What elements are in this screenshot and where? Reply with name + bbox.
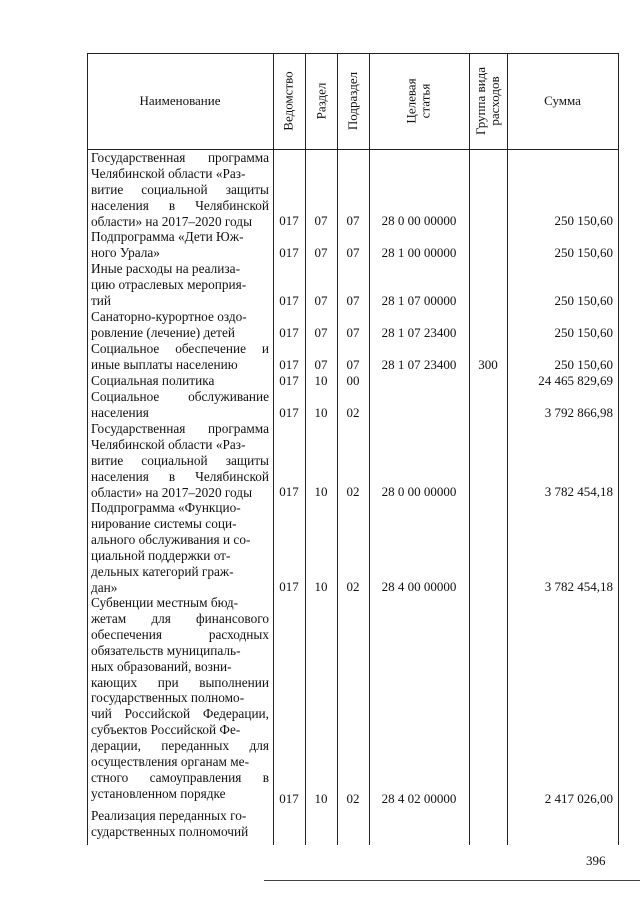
header-subsection-label: Подраздел (345, 71, 361, 131)
row-name: Иные расходы на реализа- цию отраслевых мероприя- тий (91, 261, 247, 308)
row-department: 017 (279, 484, 299, 499)
col-border (618, 53, 619, 845)
header-sum-label: Сумма (544, 93, 581, 108)
row-department: 017 (279, 373, 299, 388)
row-section: 07 (314, 325, 328, 340)
row-sum: 24 465 829,69 (538, 373, 613, 388)
budget-table (87, 53, 619, 845)
row-subsection: 00 (346, 373, 360, 388)
row-target: 28 1 00 00000 (381, 245, 457, 260)
page-number: 396 (586, 853, 606, 868)
row-name: Социальная политика (91, 373, 215, 388)
row-sum: 3 782 454,18 (544, 484, 613, 499)
header-target-line1: Целевая (403, 78, 419, 124)
row-section: 07 (314, 357, 328, 372)
header-group-label (474, 67, 502, 135)
row-section: 07 (314, 293, 328, 308)
col-border (273, 53, 274, 845)
header-group (469, 53, 507, 149)
row-name: Государственная программа Челябинской области «Раз- витие социальной защиты населения в Челябинской области» на 2017–2020 годы (91, 421, 269, 500)
row-target: 28 1 07 23400 (381, 325, 457, 340)
row-sum: 250 150,60 (554, 245, 613, 260)
row-target: 28 0 00 00000 (381, 484, 457, 499)
row-target: 28 1 07 23400 (381, 357, 457, 372)
row-department: 017 (279, 293, 299, 308)
row-sum: 250 150,60 (554, 213, 613, 228)
row-subsection: 07 (346, 213, 360, 228)
header-name (87, 53, 273, 149)
header-target (369, 53, 469, 149)
row-department: 017 (279, 213, 299, 228)
row-department: 017 (279, 791, 299, 806)
row-department: 017 (279, 245, 299, 260)
header-subsection (337, 53, 369, 149)
row-name: Социальное обеспечение и иные выплаты населению (91, 341, 273, 372)
row-name: Субвенции местным бюд- жетам для финансового обеспечения расходных обязательств муниципаль- ных образований, возни- кающих при выполнении государственных полномо- чий Российской Федерации, субъектов Российской Фе- дерации, переданных для осуществления органам ме- стного самоуправления в установленном порядке (91, 595, 269, 801)
row-subsection: 02 (346, 405, 360, 420)
col-border (369, 53, 370, 845)
row-subsection: 07 (346, 293, 360, 308)
row-subsection: 07 (346, 357, 360, 372)
row-group: 300 (478, 357, 498, 372)
row-section: 10 (314, 791, 328, 806)
col-border (87, 53, 88, 845)
row-name: Подпрограмма «Дети Юж- ного Урала» (91, 229, 244, 260)
header-group-line2: расходов (487, 76, 503, 126)
row-target: 28 4 02 00000 (381, 791, 457, 806)
row-target: 28 0 00 00000 (381, 213, 457, 228)
row-section: 10 (314, 484, 328, 499)
col-border (305, 53, 306, 845)
footer-rule (264, 880, 640, 881)
row-sum: 250 150,60 (554, 325, 613, 340)
row-sum: 3 792 866,98 (544, 405, 613, 420)
row-sum: 2 417 026,00 (544, 791, 613, 806)
row-sum: 250 150,60 (554, 357, 613, 372)
row-subsection: 02 (346, 484, 360, 499)
row-name: Социальное обслуживание населения (91, 389, 273, 420)
header-section-label: Раздел (313, 82, 328, 120)
header-department-label: Ведомство (281, 71, 296, 131)
row-subsection: 07 (346, 325, 360, 340)
row-section: 07 (314, 213, 328, 228)
row-name: Подпрограмма «Функцио- нирование системы соци- ального обслуживания и со- циальной поддержки от- дельных категорий граж- дан» (91, 500, 251, 595)
col-border (507, 53, 508, 845)
row-department: 017 (279, 357, 299, 372)
row-department: 017 (279, 325, 299, 340)
header-target-line2: статья (417, 83, 433, 119)
row-name: Санаторно-курортное оздо- ровление (лечение) детей (91, 309, 247, 340)
row-sum: 3 782 454,18 (544, 579, 613, 594)
header-section (305, 53, 337, 149)
row-subsection: 02 (346, 791, 360, 806)
col-border (337, 53, 338, 845)
row-target: 28 1 07 00000 (381, 293, 457, 308)
row-subsection: 02 (346, 579, 360, 594)
header-name-label: Наименование (139, 93, 221, 108)
row-subsection: 07 (346, 245, 360, 260)
header-target-label (405, 78, 433, 123)
row-section: 10 (314, 579, 328, 594)
col-border (469, 53, 470, 845)
header-sum (507, 53, 618, 149)
row-sum: 250 150,60 (554, 293, 613, 308)
row-name: Государственная программа Челябинской области «Раз- витие социальной защиты населения в Челябинской области» на 2017–2020 годы (91, 150, 269, 229)
row-department: 017 (279, 579, 299, 594)
row-target: 28 4 00 00000 (381, 579, 457, 594)
row-section: 07 (314, 245, 328, 260)
row-section: 10 (314, 405, 328, 420)
row-section: 10 (314, 373, 328, 388)
header-group-line1: Группа вида (473, 67, 489, 135)
row-department: 017 (279, 405, 299, 420)
row-name: Реализация переданных го- сударственных полномочий (91, 808, 249, 839)
header-department (273, 53, 305, 149)
